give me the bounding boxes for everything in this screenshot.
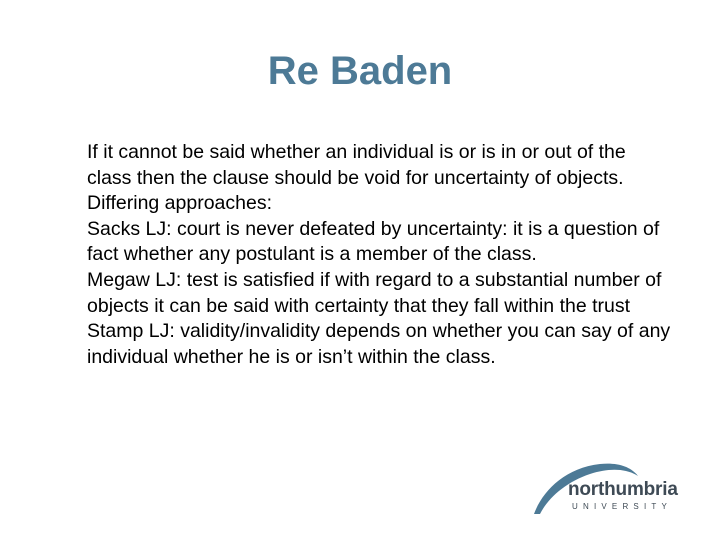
slide-body bbox=[87, 140, 672, 370]
northumbria-university-logo bbox=[520, 458, 690, 518]
body-paragraph-stamp: Stamp LJ: validity/invalidity depends on whether you can say of any individual whether he is or isn’t within the class. bbox=[87, 320, 671, 368]
slide-title: Re Baden bbox=[267, 49, 453, 93]
body-paragraph-sacks: Sacks LJ: court is never defeated by uncertainty: it is a question of fact whether any postulant is a member of the class. bbox=[87, 217, 660, 266]
body-paragraph-megaw: Megaw LJ: test is satisfied if with regard to a substantial number of objects it can be said with certainty that they fall within the trust bbox=[87, 268, 662, 317]
logo-wordmark: northumbria bbox=[568, 479, 678, 500]
logo-subtitle: UNIVERSITY bbox=[572, 502, 673, 511]
body-paragraph-intro: If it cannot be said whether an individual is or is in or out of the class then the clause should be void for uncertainty of objects. Differing approaches: bbox=[87, 141, 626, 215]
